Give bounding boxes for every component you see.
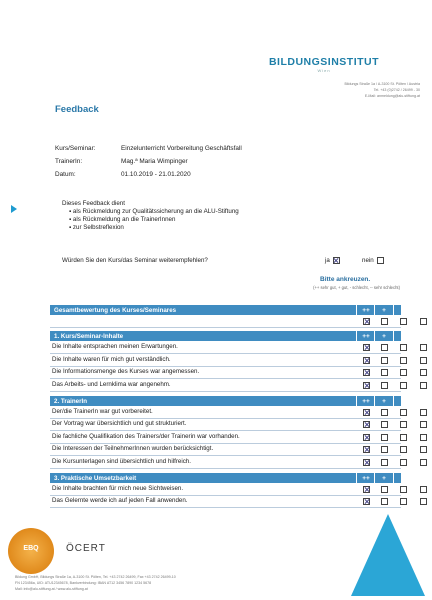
- footer-line: Mail: info@alu-stiftung.at / www.alu-stiftung.at: [15, 587, 88, 591]
- section-header: [50, 473, 426, 483]
- question-text: Die Inhalte brachten für mich neue Sichtweisen.: [52, 485, 184, 492]
- trainer-value: Mag.ª Maria Wimpinger: [121, 158, 188, 165]
- rating-checkbox-very-bad[interactable]: [420, 369, 427, 376]
- section-title: Gesamtbewertung des Kurses/Seminares: [54, 306, 177, 314]
- institute-logo: BILDUNGSINSTITUT: [268, 56, 380, 68]
- question-text: Das Gelernte werde ich auf jeden Fall anwenden.: [52, 497, 188, 505]
- rating-checkbox-good[interactable]: [381, 459, 388, 466]
- rating-checkbox-very-good[interactable]: [363, 357, 370, 364]
- scale-header: -: [401, 332, 405, 340]
- rating-checkbox-very-good[interactable]: [363, 459, 370, 466]
- question-text: Die fachliche Qualifikation des Trainers/der Trainerin war vorhanden.: [52, 432, 240, 440]
- overall-row: [50, 315, 401, 328]
- rating-checkbox-good[interactable]: [381, 421, 388, 428]
- scale-header: ++: [362, 474, 370, 482]
- rating-checkbox-bad[interactable]: [400, 459, 407, 466]
- table-row: [50, 354, 401, 367]
- scale-header: -: [401, 306, 405, 314]
- scale-header: +: [382, 306, 386, 314]
- rating-checkbox-good[interactable]: [381, 344, 388, 351]
- question-text: Die Inhalte waren für mich gut verständlich.: [52, 355, 171, 363]
- rating-checkbox-very-bad[interactable]: [420, 459, 427, 466]
- date-value: 01.10.2019 - 21.01.2020: [121, 171, 191, 178]
- rating-checkbox-very-good[interactable]: [363, 369, 370, 376]
- rating-checkbox-very-good[interactable]: [363, 498, 370, 505]
- rating-checkbox-good[interactable]: [381, 318, 388, 325]
- scale-header: -: [401, 474, 405, 482]
- rating-checkbox-very-bad[interactable]: [420, 318, 427, 325]
- question-text: Der Vortrag war übersichtlich und gut strukturiert.: [52, 420, 187, 428]
- table-row: [50, 379, 401, 392]
- rating-checkbox-bad[interactable]: [400, 369, 407, 376]
- rating-checkbox-bad[interactable]: [400, 357, 407, 364]
- rating-checkbox-bad[interactable]: [400, 344, 407, 351]
- rating-checkbox-bad[interactable]: [400, 382, 407, 389]
- address-line: E-Mail: anmeldung@alu-stiftung.at: [364, 94, 420, 98]
- table-row: [50, 406, 401, 419]
- rating-checkbox-good[interactable]: [381, 382, 388, 389]
- scale-header: --: [420, 306, 426, 314]
- recommend-question: Würden Sie den Kurs/das Seminar weiterempfehlen?: [62, 257, 208, 264]
- rating-checkbox-bad[interactable]: [400, 498, 407, 505]
- scale-header: --: [420, 397, 426, 405]
- scale-header: +: [382, 474, 386, 482]
- page-title: Feedback: [55, 104, 99, 115]
- rating-checkbox-good[interactable]: [381, 409, 388, 416]
- table-row: [50, 456, 401, 469]
- rating-checkbox-bad[interactable]: [400, 446, 407, 453]
- rating-checkbox-very-bad[interactable]: [420, 486, 427, 493]
- section-title: 3. Praktische Umsetzbarkeit: [54, 474, 137, 482]
- scale-header: +: [382, 397, 386, 405]
- rating-checkbox-good[interactable]: [381, 369, 388, 376]
- rating-checkbox-good[interactable]: [381, 486, 388, 493]
- rating-checkbox-very-good[interactable]: [363, 409, 370, 416]
- ocert-logo: ÖCERT: [66, 543, 106, 554]
- question-text: Die Interessen der TeilnehmerInnen wurden berücksichtigt.: [52, 445, 214, 453]
- section-title: 1. Kurs/Seminar-Inhalte: [54, 332, 124, 340]
- question-text: Die Inhalte entsprachen meinen Erwartungen.: [52, 343, 178, 351]
- rating-checkbox-bad[interactable]: [400, 318, 407, 325]
- scale-header: --: [420, 332, 426, 340]
- rating-checkbox-very-bad[interactable]: [420, 434, 427, 441]
- recommend-yes-checkbox[interactable]: [333, 257, 340, 264]
- table-row: [50, 495, 401, 508]
- rating-checkbox-bad[interactable]: [400, 421, 407, 428]
- question-text: Der/die TrainerIn war gut vorbereitet.: [52, 408, 153, 415]
- scale-header: -: [401, 397, 405, 405]
- scale-header: +: [382, 332, 386, 340]
- institute-logo-subtitle: Wien: [317, 68, 331, 73]
- address-line: Tel. +43 (0)2742 / 26499 - 30: [373, 88, 420, 92]
- rating-checkbox-very-bad[interactable]: [420, 498, 427, 505]
- rating-checkbox-very-good[interactable]: [363, 318, 370, 325]
- rating-checkbox-very-bad[interactable]: [420, 421, 427, 428]
- table-row: [50, 483, 401, 496]
- rating-checkbox-very-good[interactable]: [363, 446, 370, 453]
- course-label: Kurs/Seminar:: [55, 145, 96, 152]
- scale-header: ++: [362, 332, 370, 340]
- trainer-label: TrainerIn:: [55, 158, 83, 165]
- question-text: Die Informationsmenge des Kurses war angemessen.: [52, 368, 200, 376]
- scale-header: ++: [362, 397, 370, 405]
- question-text: Das Arbeits- und Lernklima war angenehm.: [52, 380, 171, 388]
- rating-checkbox-very-bad[interactable]: [420, 357, 427, 364]
- table-row: [50, 366, 401, 379]
- rating-checkbox-bad[interactable]: [400, 434, 407, 441]
- rating-checkbox-very-good[interactable]: [363, 434, 370, 441]
- address-line: Bildungs Straße 1a / A-3100 St. Pölten / Austria: [344, 82, 420, 86]
- recommend-yes[interactable]: ja: [325, 257, 340, 264]
- question-text: Die Kursunterlagen sind übersichtlich und hilfreich.: [52, 457, 191, 465]
- section-title: 2. TrainerIn: [54, 397, 88, 405]
- section-header: [50, 331, 426, 341]
- rating-checkbox-very-good[interactable]: [363, 421, 370, 428]
- rating-checkbox-very-good[interactable]: [363, 486, 370, 493]
- instruction-text: Bitte ankreuzen.: [320, 276, 371, 283]
- rating-checkbox-very-bad[interactable]: [420, 446, 427, 453]
- table-row: [50, 443, 401, 456]
- table-row: [50, 431, 401, 444]
- rating-checkbox-good[interactable]: [381, 446, 388, 453]
- purpose-item: ▪ zur Selbstreflexion: [69, 224, 124, 231]
- purpose-intro: Dieses Feedback dient: [62, 200, 125, 207]
- rating-checkbox-very-good[interactable]: [363, 382, 370, 389]
- rating-checkbox-very-bad[interactable]: [420, 344, 427, 351]
- table-row: [50, 418, 401, 431]
- scale-header: --: [420, 474, 426, 482]
- rating-checkbox-good[interactable]: [381, 357, 388, 364]
- rating-checkbox-very-bad[interactable]: [420, 409, 427, 416]
- section-header: [50, 396, 426, 406]
- ebq-badge-text: EBQ: [23, 545, 39, 552]
- rating-checkbox-very-bad[interactable]: [420, 382, 427, 389]
- scale-legend: (++ sehr gut, + gut, - schlecht, -- sehr schlecht): [313, 285, 400, 290]
- scale-header: ++: [362, 306, 370, 314]
- rating-checkbox-good[interactable]: [381, 498, 388, 505]
- table-row: [50, 341, 401, 354]
- overall-header: [50, 305, 426, 315]
- rating-checkbox-bad[interactable]: [400, 486, 407, 493]
- recommend-no[interactable]: nein: [362, 257, 384, 264]
- rating-checkbox-bad[interactable]: [400, 409, 407, 416]
- triangle-marker-icon: [11, 205, 17, 213]
- footer-line: FN 123456a, UID: ATU12345678, Bankverbindung: IBAN AT12 3456 7890 1234 5678: [15, 581, 152, 585]
- course-value: Einzelunterricht Vorbereitung Geschäftsfall: [121, 145, 242, 152]
- footer-line: Bildung GmbH, Bildungs Straße 1a, A-3100 St. Pölten, Tel. +43 2742 26499, Fax +43 2742 26499-10: [15, 575, 176, 579]
- purpose-item: ▪ als Rückmeldung zur Qualitätssicherung an die ALU-Stiftung: [69, 208, 239, 215]
- recommend-no-checkbox[interactable]: [377, 257, 384, 264]
- triangle-decoration-icon: [351, 514, 425, 596]
- rating-checkbox-very-good[interactable]: [363, 344, 370, 351]
- purpose-item: ▪ als Rückmeldung an die TrainerInnen: [69, 216, 176, 223]
- date-label: Datum:: [55, 171, 76, 178]
- rating-checkbox-good[interactable]: [381, 434, 388, 441]
